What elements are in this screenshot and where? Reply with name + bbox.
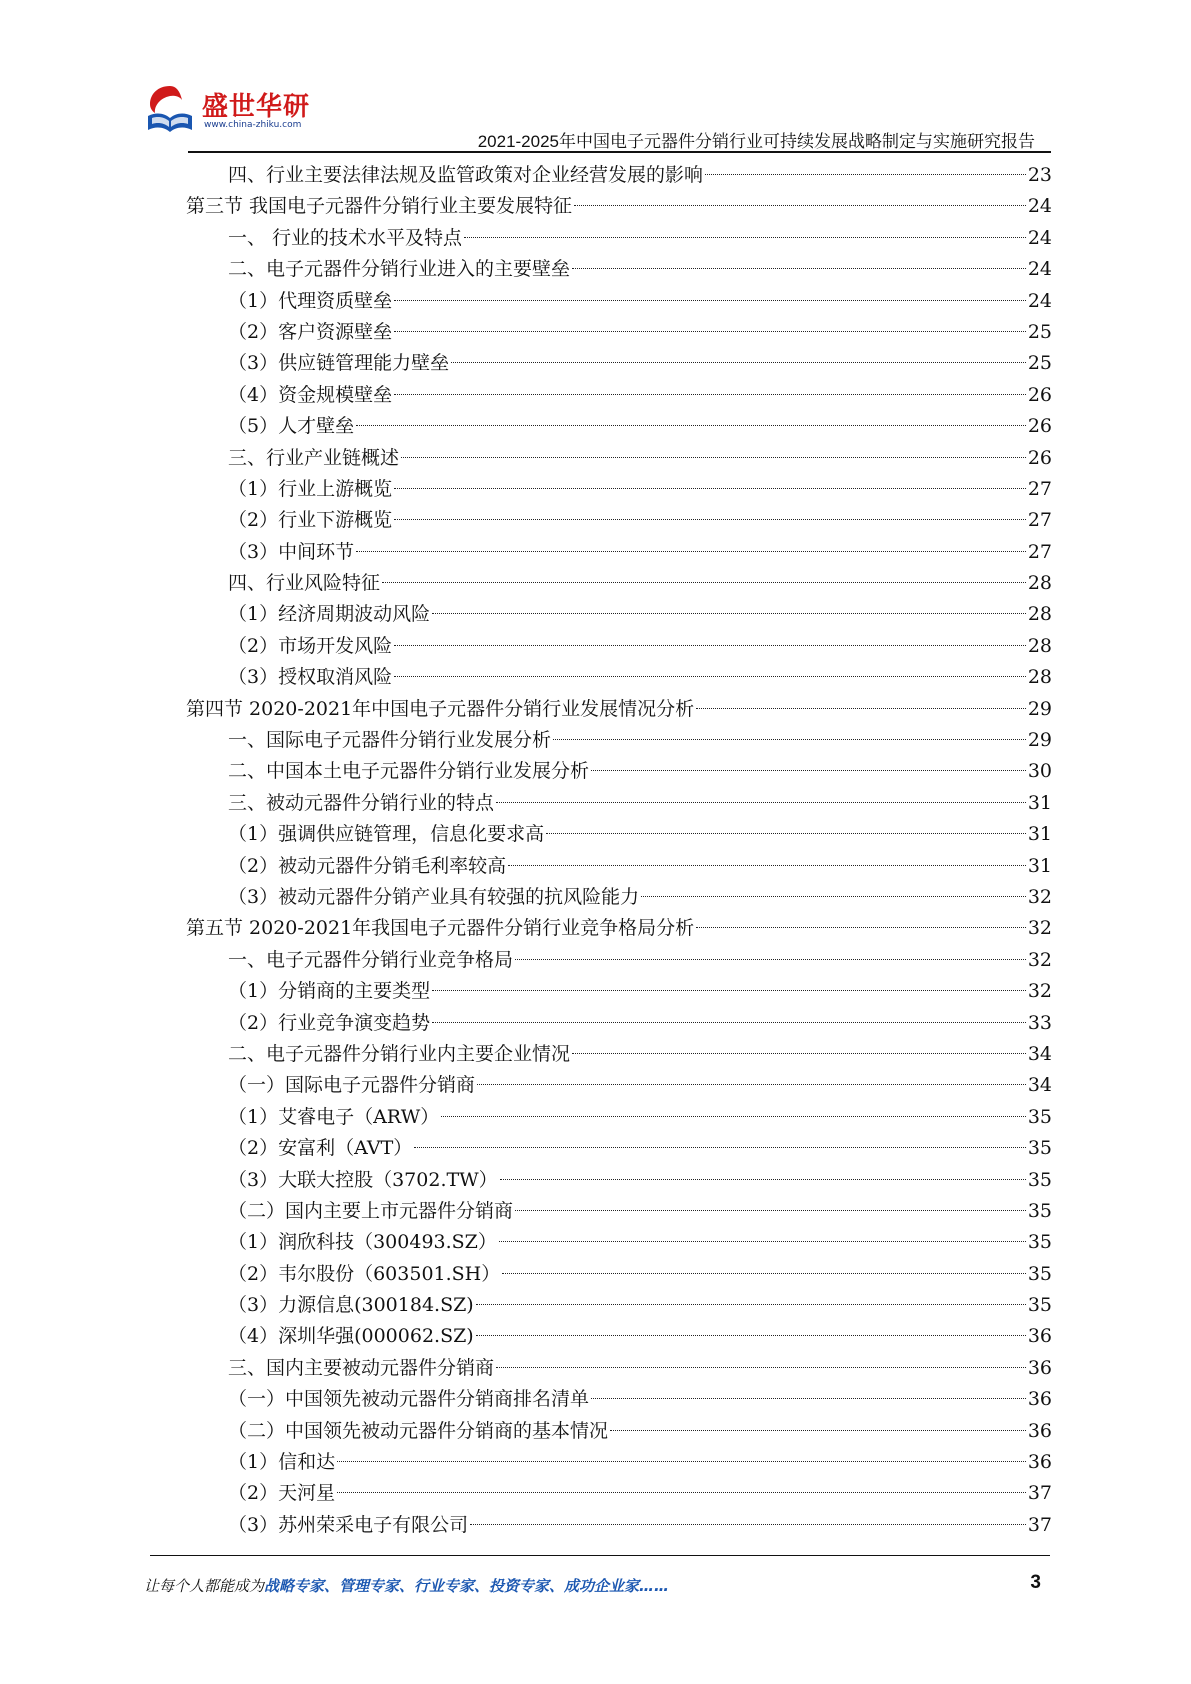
toc-entry-page: 25 — [1027, 352, 1052, 375]
toc-dot-leader — [476, 1304, 1026, 1305]
toc-entry-page: 35 — [1027, 1294, 1052, 1317]
toc-entry-title: 四、行业风险特征 — [228, 572, 381, 595]
toc-entry[interactable] — [186, 1384, 1052, 1415]
toc-entry-page: 31 — [1027, 791, 1052, 814]
toc-dot-leader — [394, 676, 1026, 677]
toc-dot-leader — [337, 1492, 1026, 1493]
toc-entry[interactable] — [186, 913, 1052, 944]
toc-entry[interactable] — [186, 945, 1052, 976]
toc-entry[interactable] — [186, 662, 1052, 693]
toc-entry-title: （2）市场开发风险 — [228, 634, 393, 657]
toc-entry[interactable] — [186, 505, 1052, 536]
toc-entry-title: （5）人才壁垒 — [228, 415, 355, 438]
toc-entry-title: （1）艾睿电子（ARW） — [228, 1105, 440, 1128]
toc-dot-leader — [705, 174, 1026, 175]
toc-entry[interactable] — [186, 788, 1052, 819]
toc-entry[interactable] — [186, 725, 1052, 756]
toc-entry-title: （1）经济周期波动风险 — [228, 603, 431, 626]
toc-entry-page: 31 — [1027, 823, 1052, 846]
toc-entry[interactable] — [186, 286, 1052, 317]
toc-entry-page: 34 — [1027, 1074, 1052, 1097]
toc-entry-title: （3）力源信息(300184.SZ) — [228, 1294, 474, 1317]
toc-entry-title: （3）供应链管理能力壁垒 — [228, 352, 450, 375]
toc-dot-leader — [382, 582, 1026, 583]
toc-entry-title: （1）强调供应链管理，信息化要求高 — [228, 823, 545, 846]
toc-entry-title: （3）苏州荣采电子有限公司 — [228, 1513, 469, 1536]
toc-dot-leader — [591, 1398, 1026, 1399]
toc-entry-title: （1）润欣科技（300493.SZ） — [228, 1231, 497, 1254]
toc-entry-page: 27 — [1027, 509, 1052, 532]
toc-entry-title: （一）国际电子元器件分销商 — [228, 1074, 476, 1097]
toc-entry[interactable] — [186, 1510, 1052, 1541]
toc-entry-page: 35 — [1027, 1105, 1052, 1128]
toc-entry[interactable] — [186, 1353, 1052, 1384]
toc-dot-leader — [394, 645, 1026, 646]
toc-entry-title: 第四节 2020-2021年中国电子元器件分销行业发展情况分析 — [186, 697, 695, 720]
toc-entry-page: 24 — [1027, 226, 1052, 249]
toc-dot-leader — [432, 613, 1026, 614]
toc-dot-leader — [572, 1053, 1026, 1054]
toc-entry-page: 28 — [1027, 603, 1052, 626]
toc-entry-page: 29 — [1027, 729, 1052, 752]
toc-entry-page: 36 — [1027, 1388, 1052, 1411]
toc-entry[interactable] — [186, 599, 1052, 630]
toc-entry[interactable] — [186, 1196, 1052, 1227]
toc-dot-leader — [572, 268, 1026, 269]
toc-entry-page: 32 — [1027, 917, 1052, 940]
toc-dot-leader — [591, 770, 1026, 771]
toc-entry[interactable] — [186, 568, 1052, 599]
toc-entry[interactable] — [186, 1165, 1052, 1196]
logo-title: 盛世华研 — [202, 92, 311, 122]
toc-entry[interactable] — [186, 1008, 1052, 1039]
toc-entry[interactable] — [186, 254, 1052, 285]
toc-entry-title: （2）行业竞争演变趋势 — [228, 1011, 431, 1034]
toc-entry-title: （3）中间环节 — [228, 540, 355, 563]
toc-entry-page: 35 — [1027, 1262, 1052, 1285]
toc-entry[interactable] — [186, 537, 1052, 568]
toc-entry-page: 26 — [1027, 415, 1052, 438]
toc-entry-title: 一、电子元器件分销行业竞争格局 — [228, 948, 514, 971]
toc-dot-leader — [496, 802, 1026, 803]
toc-dot-leader — [394, 519, 1026, 520]
toc-entry-title: （二）中国领先被动元器件分销商的基本情况 — [228, 1419, 609, 1442]
toc-entry-title: （一）中国领先被动元器件分销商排名清单 — [228, 1388, 590, 1411]
toc-dot-leader — [451, 362, 1026, 363]
toc-entry-page: 26 — [1027, 446, 1052, 469]
toc-dot-leader — [394, 300, 1026, 301]
toc-dot-leader — [414, 1147, 1026, 1148]
toc-dot-leader — [574, 205, 1026, 206]
toc-dot-leader — [499, 1241, 1026, 1242]
toc-entry-title: （3）授权取消风险 — [228, 666, 393, 689]
toc-entry-title: 第三节 我国电子元器件分销行业主要发展特征 — [186, 195, 573, 218]
toc-entry-title: 一、 行业的技术水平及特点 — [228, 226, 463, 249]
toc-entry-page: 27 — [1027, 540, 1052, 563]
toc-entry-page: 36 — [1027, 1419, 1052, 1442]
toc-entry[interactable] — [186, 223, 1052, 254]
toc-entry-title: （3）被动元器件分销产业具有较强的抗风险能力 — [228, 885, 640, 908]
toc-dot-leader — [508, 865, 1026, 866]
toc-entry-page: 32 — [1027, 885, 1052, 908]
toc-entry[interactable] — [186, 631, 1052, 662]
toc-entry[interactable] — [186, 1290, 1052, 1321]
toc-entry-title: 三、国内主要被动元器件分销商 — [228, 1356, 495, 1379]
toc-entry-title: 四、行业主要法律法规及监管政策对企业经营发展的影响 — [228, 164, 704, 186]
toc-entry-title: （2）韦尔股份（603501.SH） — [228, 1262, 501, 1285]
toc-dot-leader — [394, 394, 1026, 395]
toc-dot-leader — [610, 1430, 1026, 1431]
toc-entry-title: 一、国际电子元器件分销行业发展分析 — [228, 729, 552, 752]
toc-dot-leader — [515, 959, 1026, 960]
toc-dot-leader — [464, 237, 1026, 238]
toc-entry-page: 26 — [1027, 383, 1052, 406]
toc-entry-page: 32 — [1027, 948, 1052, 971]
toc-entry-title: （4）资金规模壁垒 — [228, 383, 393, 406]
toc-dot-leader — [337, 1461, 1026, 1462]
toc-dot-leader — [470, 1524, 1026, 1525]
toc-entry[interactable] — [186, 380, 1052, 411]
toc-entry[interactable] — [186, 1447, 1052, 1478]
toc-entry[interactable] — [186, 1227, 1052, 1258]
toc-entry-page: 36 — [1027, 1451, 1052, 1474]
toc-entry-page: 25 — [1027, 320, 1052, 343]
toc-entry-page: 24 — [1027, 258, 1052, 281]
toc-dot-leader — [432, 1022, 1026, 1023]
toc-dot-leader — [476, 1335, 1026, 1336]
toc-dot-leader — [500, 1179, 1026, 1180]
toc-entry-title: 二、电子元器件分销行业内主要企业情况 — [228, 1042, 571, 1065]
toc-entry-page: 23 — [1027, 164, 1052, 186]
toc-dot-leader — [394, 488, 1026, 489]
toc-entry[interactable] — [186, 317, 1052, 348]
toc-dot-leader — [394, 331, 1026, 332]
toc-entry[interactable] — [186, 694, 1052, 725]
toc-entry-title: （1）代理资质壁垒 — [228, 289, 393, 312]
toc-entry-page: 35 — [1027, 1137, 1052, 1160]
toc-entry-page: 27 — [1027, 477, 1052, 500]
toc-entry[interactable] — [186, 1133, 1052, 1164]
toc-dot-leader — [496, 1367, 1026, 1368]
toc-dot-leader — [696, 708, 1026, 709]
toc-dot-leader — [401, 457, 1026, 458]
toc-entry-title: （1）行业上游概览 — [228, 477, 393, 500]
toc-entry-page: 35 — [1027, 1199, 1052, 1222]
toc-entry[interactable] — [186, 1259, 1052, 1290]
toc-entry[interactable] — [186, 443, 1052, 474]
toc-dot-leader — [441, 1116, 1026, 1117]
toc-entry-page: 34 — [1027, 1042, 1052, 1065]
toc-entry[interactable] — [186, 882, 1052, 913]
toc-dot-leader — [356, 425, 1026, 426]
page-number: 3 — [1030, 1572, 1041, 1593]
toc-dot-leader — [356, 551, 1026, 552]
footer-slogan-highlight: 战略专家、管理专家、行业专家、投资专家、成功企业家…… — [264, 1577, 670, 1595]
toc-entry[interactable] — [186, 411, 1052, 442]
toc-dot-leader — [553, 739, 1026, 740]
toc-entry[interactable] — [186, 348, 1052, 379]
toc-dot-leader — [515, 1210, 1026, 1211]
toc-entry[interactable] — [186, 851, 1052, 882]
page-header — [0, 0, 1191, 150]
toc-entry[interactable] — [186, 1416, 1052, 1447]
toc-dot-leader — [546, 833, 1026, 834]
toc-dot-leader — [432, 990, 1026, 991]
toc-entry-title: （1）分销商的主要类型 — [228, 980, 431, 1003]
toc-entry-title: 二、电子元器件分销行业进入的主要壁垒 — [228, 258, 571, 281]
footer-divider — [150, 1555, 1050, 1556]
toc-entry-title: （2）行业下游概览 — [228, 509, 393, 532]
toc-entry-page: 29 — [1027, 697, 1052, 720]
toc-entry-page: 28 — [1027, 634, 1052, 657]
toc-entry[interactable] — [186, 819, 1052, 850]
toc-entry-page: 37 — [1027, 1513, 1052, 1536]
toc-dot-leader — [477, 1084, 1026, 1085]
toc-entry[interactable] — [186, 474, 1052, 505]
toc-entry-page: 35 — [1027, 1231, 1052, 1254]
toc-entry[interactable] — [186, 976, 1052, 1007]
toc-entry-page: 28 — [1027, 666, 1052, 689]
toc-entry-page: 31 — [1027, 854, 1052, 877]
toc-dot-leader — [641, 896, 1026, 897]
toc-entry[interactable] — [186, 191, 1052, 222]
toc-entry-page: 32 — [1027, 980, 1052, 1003]
company-logo — [140, 80, 310, 140]
toc-entry-title: 第五节 2020-2021年我国电子元器件分销行业竞争格局分析 — [186, 917, 695, 940]
toc-entry-title: 三、被动元器件分销行业的特点 — [228, 791, 495, 814]
toc-entry-title: （2）安富利（AVT） — [228, 1137, 413, 1160]
logo-book-icon — [140, 80, 200, 140]
toc-entry-page: 30 — [1027, 760, 1052, 783]
toc-dot-leader — [502, 1273, 1026, 1274]
toc-entry-title: 二、中国本土电子元器件分销行业发展分析 — [228, 760, 590, 783]
footer-slogan-prefix: 让每个人都能成为 — [144, 1577, 265, 1595]
toc-entry[interactable] — [186, 1070, 1052, 1101]
toc-entry-page: 35 — [1027, 1168, 1052, 1191]
logo-url: www.china-zhiku.com — [204, 120, 302, 130]
toc-entry-page: 28 — [1027, 572, 1052, 595]
toc-entry-title: （2）被动元器件分销毛利率较高 — [228, 854, 507, 877]
footer-slogan — [144, 1575, 669, 1596]
toc-entry[interactable] — [186, 160, 1052, 191]
toc-entry[interactable] — [186, 1102, 1052, 1133]
toc-entry[interactable] — [186, 1478, 1052, 1509]
toc-entry-title: （2）客户资源壁垒 — [228, 320, 393, 343]
toc-entry-page: 36 — [1027, 1325, 1052, 1348]
toc-entry-title: （2）天河星 — [228, 1482, 336, 1505]
toc-entry-page: 33 — [1027, 1011, 1052, 1034]
toc-entry-title: （1）信和达 — [228, 1451, 336, 1474]
table-of-contents — [186, 160, 1052, 1541]
toc-entry[interactable] — [186, 1321, 1052, 1352]
toc-entry-page: 24 — [1027, 195, 1052, 218]
toc-entry-title: （二）国内主要上市元器件分销商 — [228, 1199, 514, 1222]
toc-entry[interactable] — [186, 756, 1052, 787]
toc-entry-title: （4）深圳华强(000062.SZ) — [228, 1325, 474, 1348]
toc-entry-page: 24 — [1027, 289, 1052, 312]
toc-entry-page: 36 — [1027, 1356, 1052, 1379]
toc-dot-leader — [696, 927, 1026, 928]
toc-entry-page: 37 — [1027, 1482, 1052, 1505]
toc-entry-title: （3）大联大控股（3702.TW） — [228, 1168, 498, 1191]
toc-entry[interactable] — [186, 1039, 1052, 1070]
header-divider — [188, 151, 1051, 153]
report-title: 2021-2025年中国电子元器件分销行业可持续发展战略制定与实施研究报告 — [477, 132, 1035, 151]
toc-entry-title: 三、行业产业链概述 — [228, 446, 400, 469]
